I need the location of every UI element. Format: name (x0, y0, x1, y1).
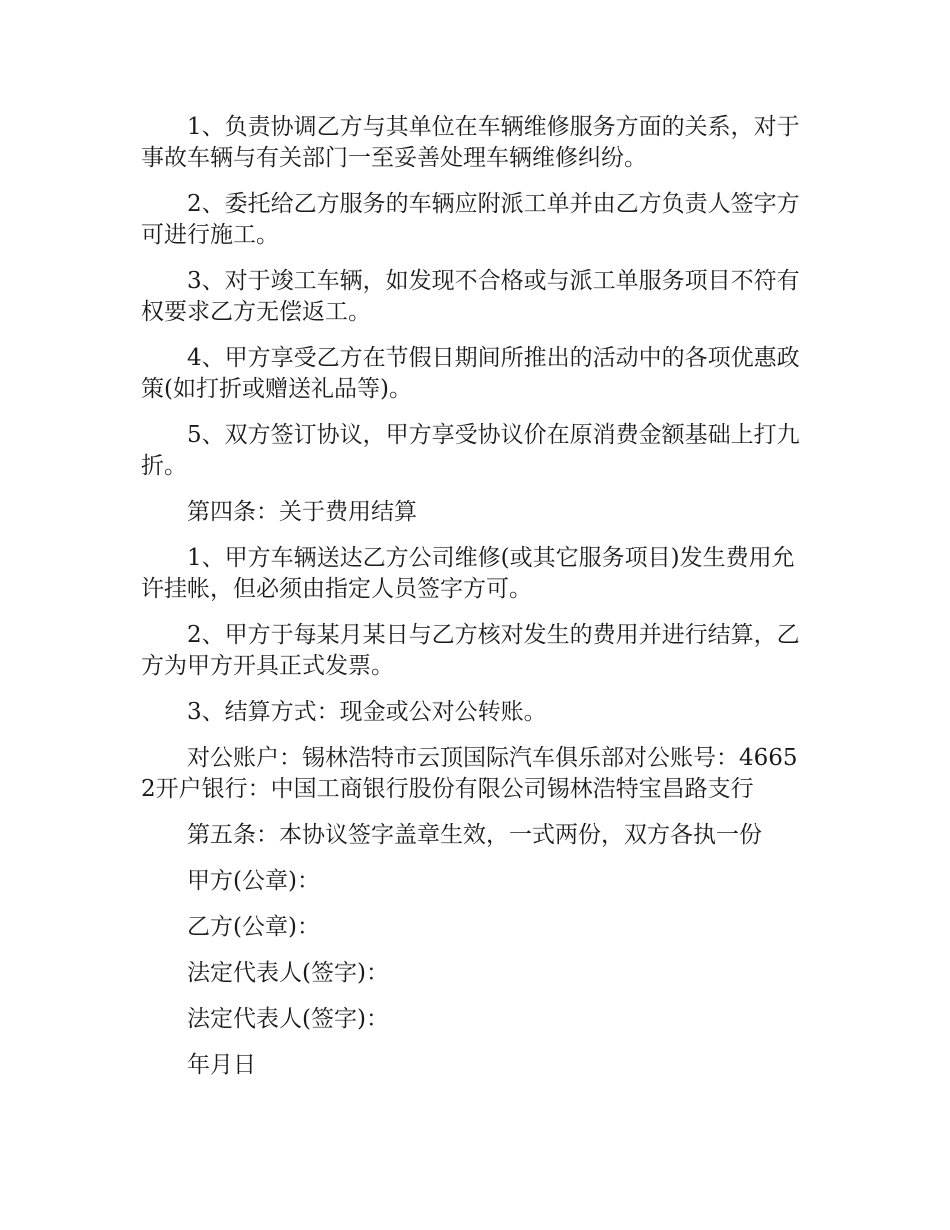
clause-paragraph: 1、甲方车辆送达乙方公司维修(或其它服务项目)发生费用允许挂帐，但必须由指定人员签字方可。 (141, 545, 795, 602)
clause-paragraph: 3、结算方式：现金或公对公转账。 (187, 699, 547, 725)
legal-rep-signature-line: 法定代表人(签字)： (187, 960, 389, 986)
clause-paragraph: 5、双方签订协议，甲方享受协议价在原消费金额基础上打九折。 (141, 422, 800, 479)
legal-rep-signature-line: 法定代表人(签字)： (187, 1006, 389, 1032)
date-line: 年月日 (187, 1052, 256, 1078)
bank-account-paragraph: 对公账户：锡林浩特市云顶国际汽车俱乐部对公账号：46652开户银行：中国工商银行股份有限公司锡林浩特宝昌路支行 (141, 745, 798, 802)
section-heading: 第五条：本协议签字盖章生效，一式两份，双方各执一份 (187, 822, 762, 848)
clause-paragraph: 4、甲方享受乙方在节假日期间所推出的活动中的各项优惠政策(如打折或赠送礼品等)。 (141, 345, 800, 402)
clause-paragraph: 3、对于竣工车辆，如发现不合格或与派工单服务项目不符有权要求乙方无偿返工。 (141, 268, 800, 325)
clause-paragraph: 2、甲方于每某月某日与乙方核对发生的费用并进行结算，乙方为甲方开具正式发票。 (141, 622, 800, 679)
clause-paragraph: 1、负责协调乙方与其单位在车辆维修服务方面的关系，对于事故车辆与有关部门一至妥善处理车辆维修纠纷。 (141, 114, 800, 171)
document-page (141, 112, 809, 1096)
party-a-seal-line: 甲方(公章)： (187, 868, 320, 894)
section-heading: 第四条：关于费用结算 (187, 499, 417, 525)
party-b-seal-line: 乙方(公章)： (187, 914, 320, 940)
clause-paragraph: 2、委托给乙方服务的车辆应附派工单并由乙方负责人签字方可进行施工。 (141, 191, 800, 248)
